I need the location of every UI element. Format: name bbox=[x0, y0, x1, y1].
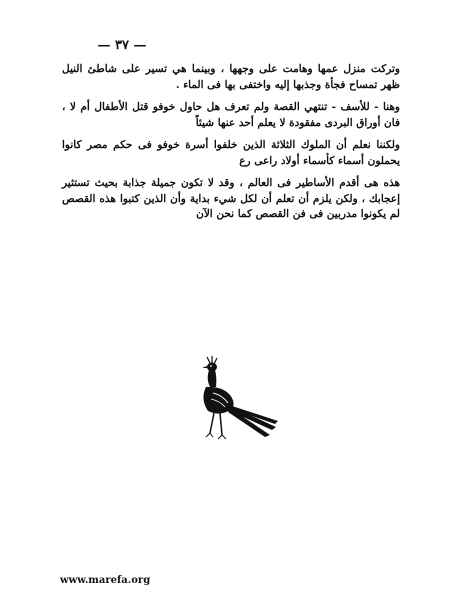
page-number: — ٣٧ — bbox=[97, 38, 147, 53]
paragraph: وهنا - للأسف - تنتهي القصة ولم تعرف هل حاول خوفو قتل الأطفال أم لا ، فان أوراق البردى مفقودة لا يعلم أحد عنها شيئاً bbox=[62, 101, 400, 129]
paragraph: وتركت منزل عمها وهامت على وجهها ، وبينما هي تسير على شاطئ النيل ظهر تمساح فجأة وجذبها إليه واختفى بها فى الماء . bbox=[62, 63, 400, 91]
paragraph: ولكننا نعلم أن الملوك الثلاثة الذين خلفوا أسرة خوفو فى حكم مصر كانوا يحملون أسماء كأسماء أولاد راعى رع bbox=[62, 139, 400, 167]
footer-url[interactable]: www.marefa.org bbox=[60, 575, 151, 586]
bird-illustration bbox=[180, 355, 280, 440]
paragraph: هذه هى أقدم الأساطير فى العالم ، وقد لا تكون جميلة جذابة بحيث تستثير إعجابك ، ولكن يلزم أن تعلم أن لكل شيء بداية وأن الذين كتبوا هذه القصص لم يكونوا مدربين فى فن القصص كما نحن الآن bbox=[62, 177, 400, 220]
body-text bbox=[62, 62, 400, 230]
